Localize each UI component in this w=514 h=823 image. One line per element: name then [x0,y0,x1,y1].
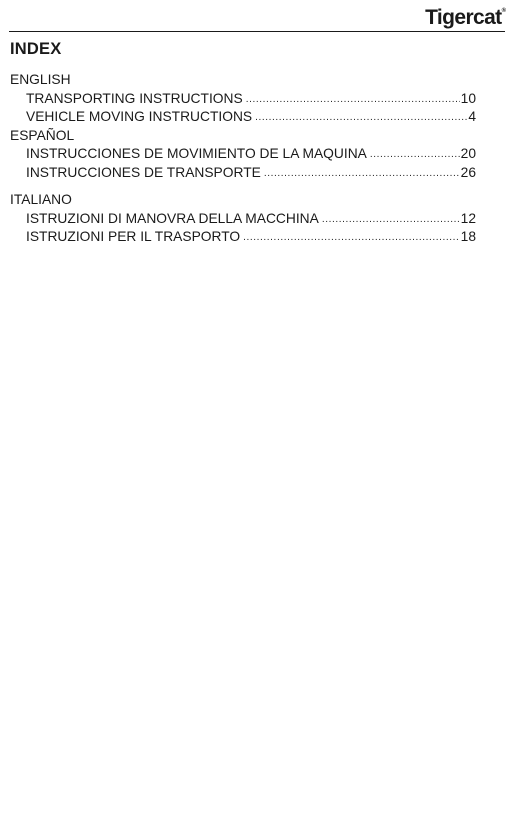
dot-leader [255,109,467,128]
dot-leader [264,165,460,184]
index-list [10,71,476,247]
index-entry[interactable] [10,145,476,164]
dot-leader [243,229,459,248]
entry-page-number: 26 [460,164,476,180]
index-entry[interactable] [10,164,476,183]
entry-page-number: 20 [460,146,476,161]
entry-title: TRANSPORTING INSTRUCTIONS [26,90,243,106]
registered-mark: ® [501,8,506,14]
entry-title: VEHICLE MOVING INSTRUCTIONS [26,109,253,124]
section-espanol [10,127,476,183]
index-entry[interactable] [10,90,476,109]
entry-title: INSTRUCCIONES DE MOVIMIENTO DE LA MAQUINA [26,146,367,161]
section-english [10,71,476,127]
section-heading: ITALIANO [10,192,72,207]
page-title: INDEX [10,40,62,58]
header-rule [9,31,505,32]
dot-leader [246,91,460,110]
entry-page-number: 18 [460,229,476,244]
section-heading: ENGLISH [10,72,71,87]
index-entry[interactable] [10,108,476,127]
dot-leader [370,146,460,165]
logo-text: Tigercat [425,6,502,29]
tigercat-logo [425,6,506,30]
section-italiano [10,191,476,247]
entry-title: ISTRUZIONI PER IL TRASPORTO [26,229,241,244]
entry-title: INSTRUCCIONES DE TRANSPORTE [26,164,261,180]
entry-page-number: 4 [468,109,476,124]
index-entry[interactable] [10,228,476,247]
section-heading: ESPAÑOL [10,127,75,143]
entry-page-number: 10 [460,90,476,106]
entry-page-number: 12 [460,210,476,226]
entry-title: ISTRUZIONI DI MANOVRA DELLA MACCHINA [26,210,319,226]
index-entry[interactable] [10,210,476,229]
dot-leader [322,211,460,230]
